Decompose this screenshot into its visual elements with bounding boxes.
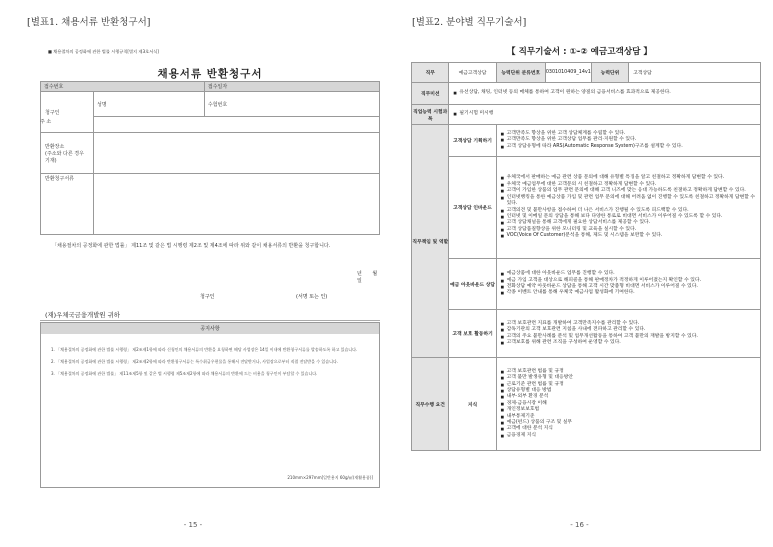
docs-field[interactable] bbox=[94, 174, 380, 235]
knowledge-item: ■ 개인정보보호법 bbox=[501, 407, 756, 413]
knowledge-list bbox=[497, 367, 760, 441]
duty-item: ■ 고객의 주요 불만사례를 분석 및 업무개선활동을 통하여 고객 불만의 재발을 방지할 수 있다. bbox=[501, 334, 756, 340]
duty-item: ■ 고객 상담채널을 통해 고객에게 필요한 상담서비스를 제공할 수 있다. bbox=[501, 220, 756, 226]
knowledge-item: ■ 내부통제기준 bbox=[501, 414, 756, 420]
return-request-form bbox=[40, 81, 380, 235]
notice-box bbox=[40, 322, 380, 488]
req-sub: 지식 bbox=[449, 358, 496, 451]
address-label: 주 소 bbox=[40, 119, 52, 125]
knowledge-item: ■ 고객 불만 발생유형 및 대응방안 bbox=[501, 375, 756, 381]
notice-title: 공지사항 bbox=[41, 323, 379, 334]
duty-item: ■ 인터넷뱅킹을 통한 예금상품 가입 및 관련 업무 문의에 대해 어려움 없이 진행할 수 있도록 친절하고 정확하게 답변할 수 있다. bbox=[501, 195, 756, 208]
duty-label: 직무책임 및 역할 bbox=[412, 125, 449, 358]
return-place-text: 반환장소 bbox=[45, 143, 65, 150]
duty-name: 예금 아웃바운드 상담 bbox=[449, 259, 496, 310]
docs-label: 반환청구서류 bbox=[41, 174, 94, 235]
job-label: 직무 bbox=[412, 63, 449, 83]
job-description-table bbox=[411, 62, 761, 451]
duty-name: 고객상담 기획하기 bbox=[449, 125, 496, 157]
knowledge-item: ■ 경제·금융시장 이해 bbox=[501, 401, 756, 407]
duty-item: ■ 고객보호를 위해 관련 조직을 구성하여 운영할 수 있다. bbox=[501, 340, 756, 346]
exam-text: ■ 필기시험 미시행 bbox=[453, 111, 756, 117]
mission-text: ■ 유선상담, 채팅, 인터넷 등의 매체를 통하여 고객이 원하는 양질의 금융서비스를 효과적으로 제공한다. bbox=[453, 90, 756, 96]
duty-item: ■ 고객 상담유형에 따라 ARS(Automatic Response System)구조를 설계할 수 있다. bbox=[501, 144, 756, 150]
knowledge-item: ■ 금융경제 지식 bbox=[501, 433, 756, 439]
form-reference: ■ 채용절차의 공정화에 관한 법률 시행규칙[별지 제3호서식] bbox=[48, 49, 159, 54]
claimant-sign-label: 청구인 bbox=[200, 294, 215, 300]
duty-item: ■ 고객만족도 향상을 위한 고객상담 업무를 관리·지원할 수 있다. bbox=[501, 137, 756, 143]
knowledge-item: ■ 근로기준 관련 법률 및 규정 bbox=[501, 382, 756, 388]
receipt-date-label: 접수일자 bbox=[204, 82, 379, 92]
return-place-label bbox=[41, 133, 94, 174]
duty-item: ■ 고객 보호관련 지표를 개발하여 고객만족지수를 관리할 수 있다. bbox=[501, 321, 756, 327]
page-header: [별표1. 채용서류 반환청구서] bbox=[27, 17, 151, 28]
notice-item: 1. 「채용절차의 공정화에 관한 법률 시행령」 제2조제1항에 따라 신청인의 채용서류의 반환을 요청하면 해당 사업장은 14일 이내에 반환청구서류를 발송하도록 하고 있습니다. bbox=[51, 347, 358, 352]
job-title: 【 직무기술서 : ①-② 예금고객상담 】 bbox=[506, 47, 653, 57]
duty-item: ■ 고객 상담품질향상을 위한 모니터링 및 교육을 실시할 수 있다. bbox=[501, 227, 756, 233]
ncs-label: 능력단위 분류번호 bbox=[496, 63, 545, 83]
return-place-note: (주소와 다른 경우 기재) bbox=[45, 150, 84, 164]
notice-list bbox=[41, 334, 379, 378]
duty-item: ■ 고객만족도 향상을 위한 고객 상담체계를 수립할 수 있다. bbox=[501, 131, 756, 137]
duty-item: ■ 우체국 예금업무에 대한 고객문의 시 친절하고 정확하게 답변할 수 있다. bbox=[501, 182, 756, 188]
page-number: - 16 - bbox=[570, 521, 589, 529]
right-page bbox=[386, 0, 773, 547]
req-label: 직무수행 요건 bbox=[412, 358, 449, 451]
page-header: [별표2. 분야별 직무기술서] bbox=[412, 17, 527, 28]
knowledge-item: ■ 예금(펀드) 상품의 구조 및 실무 bbox=[501, 420, 756, 426]
receipt-no-label: 접수번호 bbox=[41, 82, 205, 92]
duty-items bbox=[497, 173, 760, 241]
exam-label: 직업능력 시험과목 bbox=[412, 105, 449, 125]
page-number: - 15 - bbox=[183, 521, 203, 529]
divider bbox=[40, 320, 380, 321]
duty-item: ■ 우체국에서 판매하는 예금 관련 상품 문의에 대해 유형별 특징을 알고 친절하고 정확하게 답변할 수 있다. bbox=[501, 175, 756, 181]
duty-items bbox=[497, 129, 760, 152]
ncs-code: 0301010409_14v1 bbox=[545, 63, 591, 83]
notice-item: 3. 「채용절차의 공정화에 관한 법률」 제11조제5항 및 같은 법 시행령 제5조제2항에 따라 채용서류의 반환에 드는 비용을 청구인이 부담할 수 있습니다. bbox=[51, 371, 318, 376]
duty-item: ■ 전화상담 예약 아웃바운드 상담을 통해 고객 시간 맞춤형 비대면 서비스가 이루어질 수 있다. bbox=[501, 284, 756, 290]
unit-name: 고객상담 bbox=[629, 63, 761, 83]
left-page bbox=[0, 0, 386, 547]
exam-no-label: 수험번호 bbox=[207, 101, 228, 108]
duty-item: ■ 인터넷 및 이메일 문의 상담을 통해 보다 다양한 통로로 비대면 서비스가 이루어질 수 있도록 할 수 있다. bbox=[501, 214, 756, 220]
duty-item: ■ VOC(Voice Of Customer)분석을 통해, 제도 및 시스템을 보완할 수 있다. bbox=[501, 233, 756, 239]
duty-item: ■ 예금상품에 대한 아웃바운드 업무를 진행할 수 있다. bbox=[501, 271, 756, 277]
job-name: 예금고객상담 bbox=[449, 63, 496, 83]
form-title: 채용서류 반환청구서 bbox=[157, 68, 263, 80]
claimant-label: 청구인 bbox=[41, 92, 94, 133]
exam-no-field[interactable] bbox=[204, 92, 379, 117]
knowledge-item: ■ 고객에 대한 분석 지식 bbox=[501, 426, 756, 432]
notice-item: 2. 「채용절차의 공정화에 관한 법률 시행령」 제2조제2항에 따라 반환청구서류는 특수취급우편물을 통해서 전달받거나, 사업장으로부터 직접 전달받을 수 있습니다. bbox=[51, 359, 339, 364]
duty-items bbox=[497, 269, 760, 299]
duty-items bbox=[497, 319, 760, 349]
paper-spec: 210mm×297mm[일반용지 60g/㎡(재활용품)] bbox=[287, 475, 373, 480]
duty-name: 고객 보호 활동하기 bbox=[449, 310, 496, 358]
name-field[interactable] bbox=[94, 92, 205, 117]
signature-note: (서명 또는 인) bbox=[296, 294, 328, 300]
duty-item: ■ 고객이 가입한 상품의 업무 관련 문의에 대해 고객 니즈에 맞는 응대 가능하도록 친절하고 정확하게 답변할 수 있다. bbox=[501, 188, 756, 194]
request-sentence: 「채용절차의 공정화에 관한 법률」 제11조 및 같은 법 시행령 제2조 및 제4조에 따라 위와 같이 채용서류의 반환을 청구합니다. bbox=[52, 243, 331, 249]
addressee: (재)우체국금융개발원 귀하 bbox=[45, 311, 120, 319]
address-field[interactable] bbox=[40, 117, 380, 133]
duty-item: ■ 감독기관의 고객 보호관련 지침을 사내에 전파하고 관리할 수 있다. bbox=[501, 327, 756, 333]
return-place-field[interactable] bbox=[94, 133, 380, 174]
name-label: 성명 bbox=[97, 101, 107, 108]
duty-item: ■ 예금 가입 고객을 대상으로 해피콜을 통해 판매정차가 적정하게 이루어졌는지 확인할 수 있다. bbox=[501, 278, 756, 284]
mission-label: 직무미션 bbox=[412, 83, 449, 105]
unit-label: 능력단위 bbox=[591, 63, 628, 83]
knowledge-item: ■ 상담유형별 대응 방법 bbox=[501, 388, 756, 394]
duty-item: ■ 고객의견 및 불만사항을 접수하여 더 나은 서비스가 진행될 수 있도록 피드백할 수 있다. bbox=[501, 208, 756, 214]
date-line: 년 월 일 bbox=[357, 271, 378, 284]
duty-item: ■ 각종 이벤트 안내를 통해 우체국 예금사업 활성화에 기여한다. bbox=[501, 290, 756, 296]
knowledge-item: ■ 고객 보호관련 법률 및 규정 bbox=[501, 369, 756, 375]
knowledge-item: ■ 내부·외부 환경 분석 bbox=[501, 394, 756, 400]
duty-name: 고객상담 인바운드 bbox=[449, 157, 496, 259]
